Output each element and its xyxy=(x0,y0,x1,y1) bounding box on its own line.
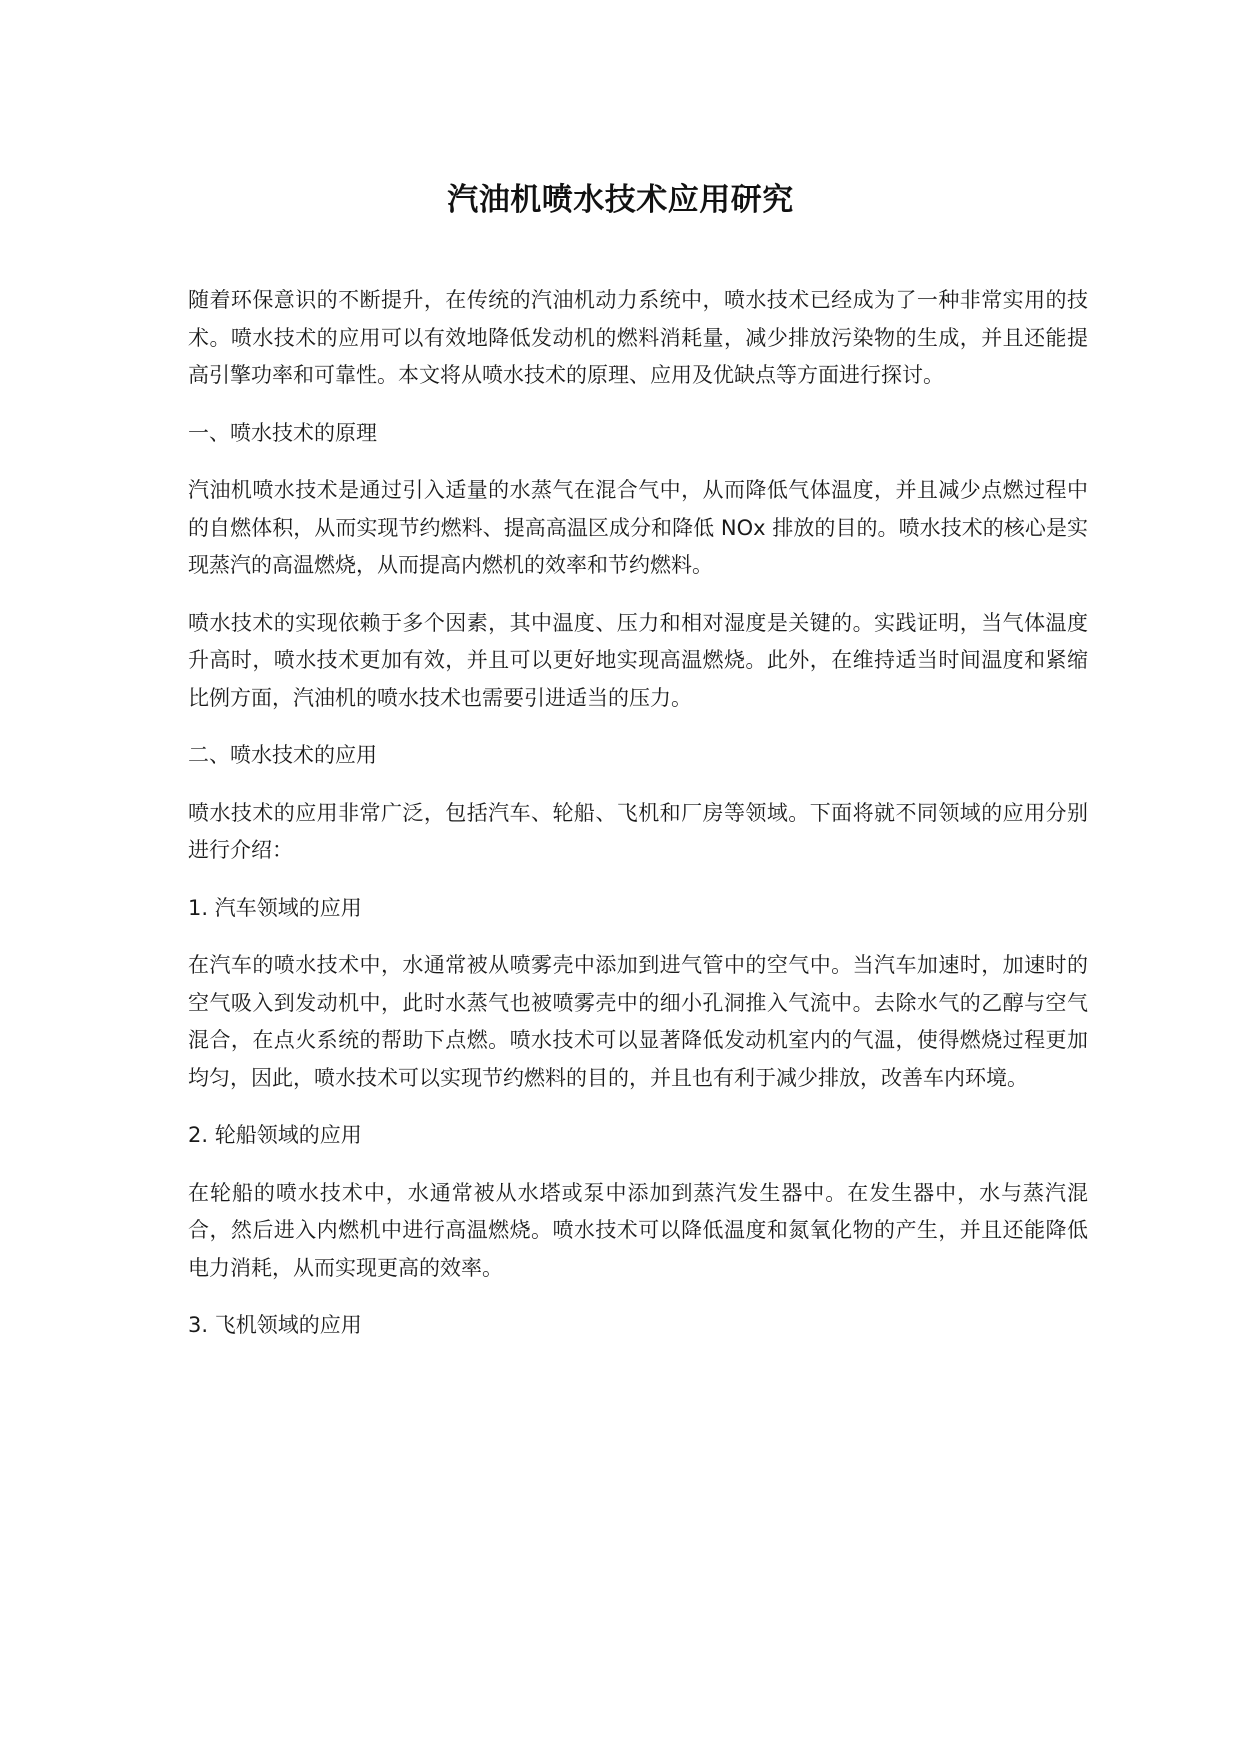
subheading-marine: 2. 轮船领域的应用 xyxy=(188,1123,362,1147)
application-intro-paragraph: 喷水技术的应用非常广泛，包括汽车、轮船、飞机和厂房等领域。下面将就不同领域的应用分别进行介绍： xyxy=(188,800,1088,862)
intro-paragraph: 随着环保意识的不断提升，在传统的汽油机动力系统中，喷水技术已经成为了一种非常实用的技术。喷水技术的应用可以有效地降低发动机的燃料消耗量，减少排放污染物的生成，并且还能提高引擎功率和可靠性。本文将从喷水技术的原理、应用及优缺点等方面进行探讨。 xyxy=(188,288,1088,387)
document-body xyxy=(188,282,1088,1365)
principle-paragraph-2: 喷水技术的实现依赖于多个因素，其中温度、压力和相对湿度是关键的。实践证明，当气体温度升高时，喷水技术更加有效，并且可以更好地实现高温燃烧。此外，在维持适当时间温度和紧缩比例方面，汽油机的喷水技术也需要引进适当的压力。 xyxy=(188,610,1088,710)
section-heading-application: 二、喷水技术的应用 xyxy=(188,743,377,767)
section-heading-principle: 一、喷水技术的原理 xyxy=(188,420,377,445)
marine-paragraph: 在轮船的喷水技术中，水通常被从水塔或泵中添加到蒸汽发生器中。在发生器中，水与蒸汽混合，然后进入内燃机中进行高温燃烧。喷水技术可以降低温度和氮氧化物的产生，并且还能降低电力消耗，从而实现更高的效率。 xyxy=(188,1180,1088,1280)
subheading-automotive: 1. 汽车领域的应用 xyxy=(188,895,362,920)
principle-paragraph-1: 汽油机喷水技术是通过引入适量的水蒸气在混合气中，从而降低气体温度，并且减少点燃过程中的自燃体积，从而实现节约燃料、提高高温区成分和降低 NOx 排放的目的。喷水技术的核心是实现蒸汽的高温燃烧，从而提高内燃机的效率和节约燃料。 xyxy=(188,478,1088,577)
subheading-aviation: 3. 飞机领域的应用 xyxy=(188,1313,362,1337)
document-title: 汽油机喷水技术应用研究 xyxy=(447,182,794,218)
automotive-paragraph: 在汽车的喷水技术中，水通常被从喷雾壳中添加到进气管中的空气中。当汽车加速时，加速时的空气吸入到发动机中，此时水蒸气也被喷雾壳中的细小孔洞推入气流中。去除水气的乙醇与空气混合，在点火系统的帮助下点燃。喷水技术可以显著降低发动机室内的气温，使得燃烧过程更加均匀，因此，喷水技术可以实现节约燃料的目的，并且也有利于减少排放，改善车内环境。 xyxy=(188,953,1088,1090)
